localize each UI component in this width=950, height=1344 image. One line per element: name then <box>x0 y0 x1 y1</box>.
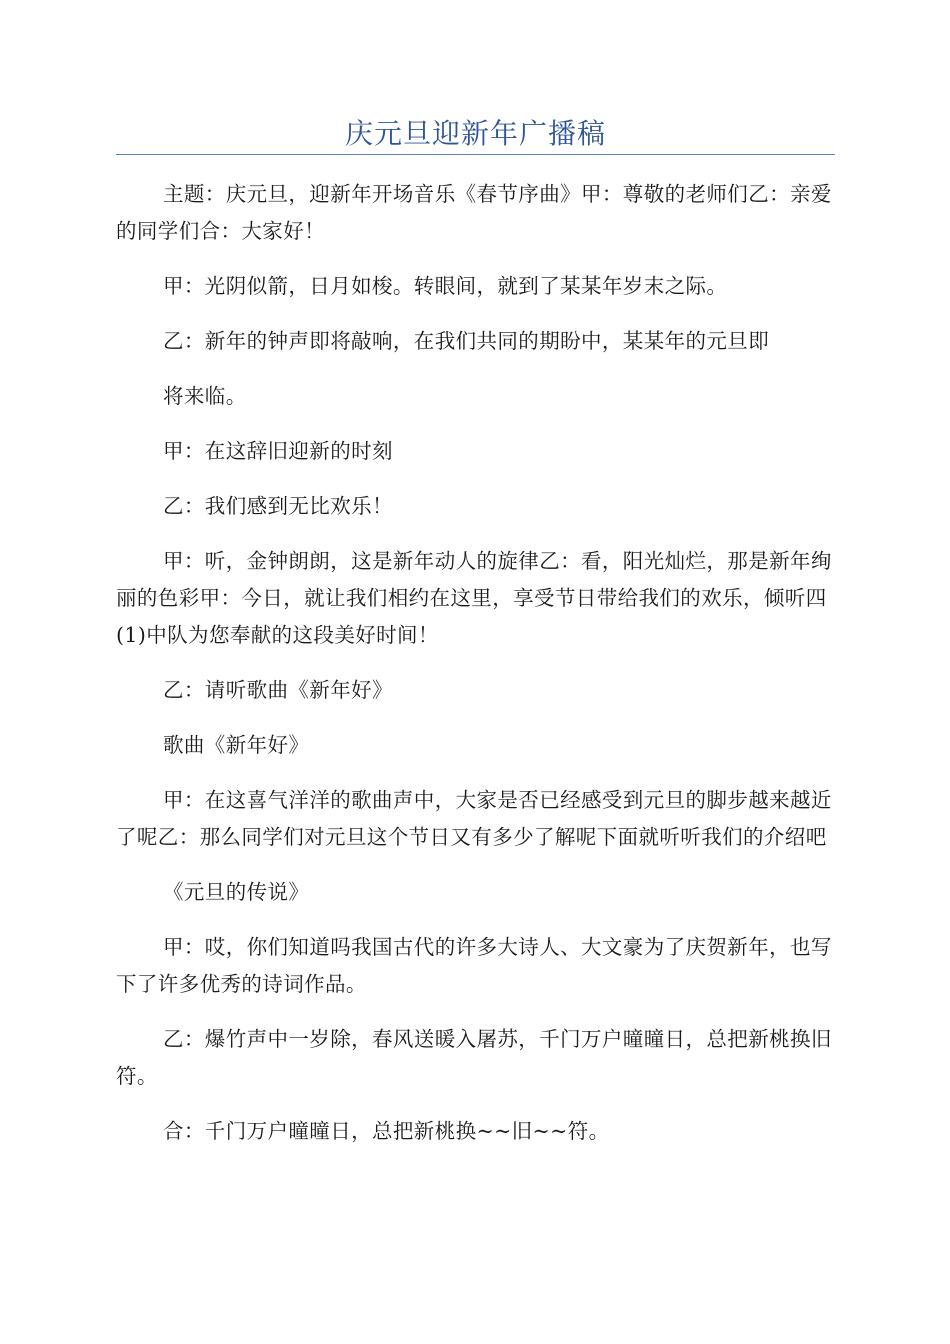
paragraph-jia-2: 甲：在这辞旧迎新的时刻 <box>163 439 393 463</box>
paragraph-theme: 主题：庆元旦，迎新年开场音乐《春节序曲》甲：尊敬的老师们乙：亲爱的同学们合：大家好！ <box>116 182 832 243</box>
paragraph-yi-4: 乙：爆竹声中一岁除，春风送暖入屠苏，千门万户曈曈日，总把新桃换旧符。 <box>116 1027 832 1088</box>
paragraph-yi-2: 乙：我们感到无比欢乐！ <box>163 494 393 518</box>
paragraph-together: 合：千门万户曈曈日，总把新桃换~~旧~~符。 <box>163 1119 610 1143</box>
paragraph-jia-1: 甲：光阴似箭，日月如梭。转眼间，就到了某某年岁末之际。 <box>163 274 728 298</box>
paragraph-yi-1: 乙：新年的钟声即将敲响，在我们共同的期盼中，某某年的元旦即 <box>163 329 770 353</box>
document-body <box>116 176 835 1168</box>
paragraph-jia-4: 甲：在这喜气洋洋的歌曲声中，大家是否已经感受到元旦的脚步越来越近了呢乙：那么同学们对元旦这个节日又有多少了解呢下面就听听我们的介绍吧 <box>116 788 832 849</box>
paragraph-legend: 《元旦的传说》 <box>163 880 310 904</box>
document-title: 庆元旦迎新年广播稿 <box>344 117 606 150</box>
paragraph-yi-3: 乙：请听歌曲《新年好》 <box>163 678 393 702</box>
paragraph-continuation: 将来临。 <box>163 384 247 408</box>
paragraph-jia-5: 甲：哎，你们知道吗我国古代的许多大诗人、大文豪为了庆贺新年，也写下了许多优秀的诗词作品。 <box>116 935 832 996</box>
title-underline <box>116 154 835 155</box>
paragraph-song: 歌曲《新年好》 <box>163 733 310 757</box>
paragraph-jia-3: 甲：听，金钟朗朗，这是新年动人的旋律乙：看，阳光灿烂，那是新年绚丽的色彩甲：今日，就让我们相约在这里，享受节日带给我们的欢乐，倾听四(1)中队为您奉献的这段美好时间！ <box>116 549 832 647</box>
